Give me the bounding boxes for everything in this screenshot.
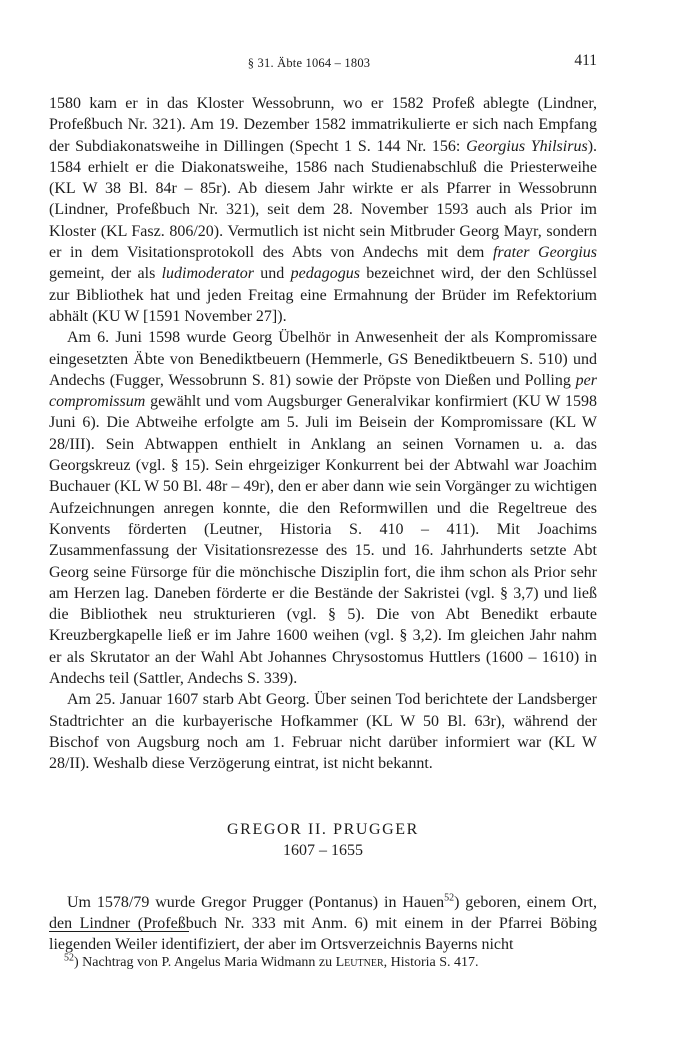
text-run: Um 1578/79 wurde Gregor Prugger (Pontanus) in Hauen: [67, 893, 445, 911]
italic-text: Georgius Yhilsirus: [466, 137, 588, 155]
text-run: ). 1584 erhielt er die Diakonatsweihe, 1586 nach Studienabschluß die Priesterweihe (KL W 38 Bl. 84r – 85r). Ab diesem Jahr wirkte er als Pfarrer in Wessobrunn (Lindner, Profeßbuch Nr. 321), seit dem 28. November 1593 auch als Prior im Kloster (KL Fasz. 806/20). Vermutlich ist nicht sein Mitbruder Georg Mayr, sondern er in dem Visitationsprotokoll des Abts von Andechs mit dem: [49, 137, 598, 262]
page-number: 411: [574, 52, 597, 69]
section-heading: GREGOR II. PRUGGER: [227, 820, 419, 838]
text-run: ) Nachtrag von P. Angelus Maria Widmann zu: [74, 955, 336, 970]
footnote-ref: 52: [64, 952, 74, 964]
text-run: 1580 kam er in das Kloster Wessobrunn, wo er 1582 Profeß ablegte (Lindner, Profeßbuch Nr. 321). Am 19. Dezember 1582 immatrikulierte er sich nach Empfang der Subdiakonatsweihe in Dillingen (Specht 1 S. 144 Nr. 156:: [49, 95, 597, 155]
section-dates: 1607 – 1655: [283, 841, 363, 859]
running-title: § 31. Äbte 1064 – 1803: [247, 56, 371, 70]
text-run: ) geboren, einem Ort, den Lindner (Profeßbuch Nr. 333 mit Anm. 6) mit einem in der Pfarrei Böbing liegenden Weiler identifiziert, der aber im Ortsverzeichnis Bayerns nicht: [49, 893, 597, 954]
running-head: [0, 52, 700, 74]
italic-text: ludimoderator: [161, 265, 255, 283]
paragraph: [49, 689, 597, 774]
text-run: bezeichnet wird, der den Schlüssel zur Bibliothek hat und jeden Freitag eine Ermahnung der Brüder im Refektorium abhält (KU W [1591 November 27]).: [49, 265, 598, 325]
text-run: gewählt und vom Augsburger Generalvikar konfirmiert (KU W 1598 Juni 6). Die Abtweihe erfolgte am 5. Juli im Beisein der Kompromissare (KL W 28/III). Sein Abtwappen enthielt in Anklang an seinen Vornamen u. a. das Georgskreuz (vgl. § 15). Sein ehrgeiziger Konkurrent bei der Abtwahl war Joachim Buchauer (KL W 50 Bl. 48r – 49r), den er aber dann wie sein Vorgänger zu wichtigen Aufzeichnungen anregen konnte, die den Reformwillen und die Regeltreue des Konvents förderten (Leutner, Historia S. 410 – 411). Mit Joachims Zusammenfassung der Visitationsrezesse des 15. und 16. Jahrhunderts setzte Abt Georg seine Fürsorge für die mönchische Disziplin fort, die ihm schon als Prior sehr am Herzen lag. Daneben förderte er die Bestände der Sakristei (vgl. § 3,7) und ließ die Bibliothek neu strukturieren (vgl. § 5). Die von Abt Benedikt erbaute Kreuzbergkapelle ließ er im Jahre 1600 weihen (vgl. § 3,2). Im gleichen Jahr nahm er als Skrutator an der Wahl Abt Johannes Chrysostomus Huttlers (1600 – 1610) in Andechs teil (Sattler, Andechs S. 339).: [49, 393, 597, 688]
text-run: , Historia S. 417.: [383, 955, 479, 970]
italic-text: per compromissum: [49, 371, 597, 411]
text-run: Am 6. Juni 1598 wurde Georg Übelhör in Anwesenheit der als Kompromissare eingesetzten Äbte von Benediktbeuern (Hemmerle, GS Benediktbeuern S. 510) und Andechs (Fugger, Wessobrunn S. 81) sowie der Pröpste von Dießen und Polling: [49, 329, 597, 389]
text-run: und: [254, 265, 291, 283]
body-text: [49, 93, 597, 955]
footnote-rule: [49, 931, 189, 932]
footnote-ref: 52: [444, 892, 455, 904]
paragraph: [49, 327, 597, 689]
paragraph: [49, 892, 597, 956]
italic-text: pedagogus: [290, 265, 360, 283]
italic-text: frater Georgius: [492, 244, 598, 262]
author-name: Leutner: [335, 955, 384, 970]
text-run: Am 25. Januar 1607 starb Abt Georg. Über seinen Tod berichtete der Landsberger Stadtrichter an die kurbayerische Hofkammer (KL W 50 Bl. 63r), während der Bischof von Augsburg noch am 1. Februar nicht darüber informiert war (KL W 28/II). Weshalb diese Verzögerung eintrat, ist nicht bekannt.: [49, 691, 597, 773]
footnote: [64, 954, 597, 972]
text-run: gemeint, der als: [49, 265, 162, 283]
paragraph: [49, 93, 597, 327]
